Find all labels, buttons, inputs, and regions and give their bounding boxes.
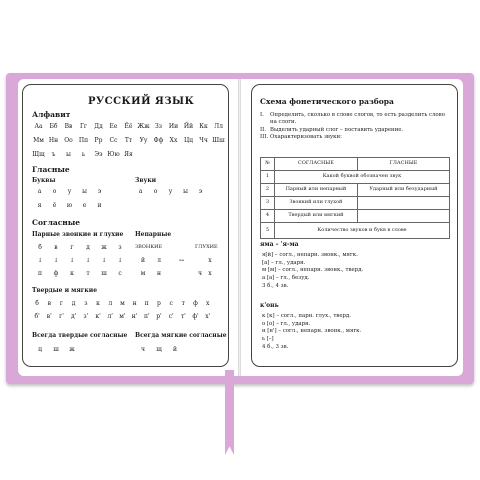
table-cell: Парный или непарный (275, 184, 358, 197)
letter: Жж (137, 123, 150, 130)
table-cell (357, 210, 449, 223)
consonant: ф' (192, 313, 199, 320)
table-header: ГЛАСНЫЕ (357, 158, 449, 171)
consonant: ч (198, 270, 202, 277)
consonant: з (118, 244, 122, 251)
example-analysis-1 (262, 252, 363, 290)
consonant: х (208, 270, 212, 277)
vowel-letter: ы (82, 188, 87, 195)
analysis-line: 3 б., 4 зв. (262, 282, 289, 289)
consonant: й (173, 346, 177, 353)
consonant: в' (46, 313, 52, 320)
letters-label: Буквы (32, 177, 56, 184)
letter: Гг (79, 123, 88, 130)
letter: Йй (183, 123, 194, 130)
unpaired-voiced-row-2 (135, 271, 167, 277)
vowels-heading: Гласные (32, 165, 70, 174)
step-item: III. Охарактеризовать звуки: (260, 133, 342, 140)
unpaired-label: Непарные (135, 231, 172, 238)
table-header: № (261, 158, 275, 171)
vowel-letter: а (37, 188, 42, 195)
table-cell: Звонкий или глухой (275, 197, 358, 210)
letter: Шш (212, 137, 225, 144)
table-cell (357, 197, 449, 210)
consonant: ц (38, 346, 42, 353)
unpaired-voiceless-row-1 (205, 258, 215, 264)
table-cell: Твердый или мягкий (275, 210, 358, 223)
step-item: II. Выделить ударный слог – поставить ударение. (260, 126, 404, 133)
always-soft-row (135, 347, 183, 353)
vowel-sound: а (138, 188, 143, 195)
consonant: к (70, 270, 74, 277)
consonant: т' (180, 313, 186, 320)
consonant: в (54, 244, 58, 251)
consonant: д' (70, 313, 77, 320)
down-arrow-icon: ↓ (117, 257, 123, 264)
vowel-letter: е (82, 202, 87, 209)
sound-characteristics-table (260, 157, 450, 239)
unpaired-voiceless-row-2 (195, 271, 215, 277)
table-cell: Количество звуков и букв в слове (275, 223, 450, 239)
consonant: з (84, 300, 88, 307)
consonant: з' (83, 313, 89, 320)
vowel-letter: э (97, 188, 102, 195)
letter: Хх (169, 137, 178, 144)
hard-soft-heading: Твердые и мягкие (32, 287, 98, 294)
table-cell: 2 (261, 184, 275, 197)
analysis-line: 4 б., 3 зв. (262, 343, 289, 350)
consonant: ж (69, 346, 75, 353)
table-cell: 3 (261, 197, 275, 210)
vowel-letters-row-1 (32, 189, 107, 195)
letter: Щщ (32, 151, 45, 158)
alphabet-row-3 (31, 152, 136, 158)
consonant: п (38, 270, 42, 277)
consonant: д (71, 300, 76, 307)
letter: Тт (124, 137, 133, 144)
analysis-line: н [н'] – согл., непарн. звонк., мягк. (262, 328, 362, 335)
consonant: п (144, 300, 149, 307)
consonant: д (86, 244, 90, 251)
vowel-sound: э (198, 188, 203, 195)
letter: Бб (49, 123, 58, 130)
consonant: б (38, 244, 42, 251)
hard-consonants-row (31, 301, 214, 307)
table-row (261, 197, 450, 210)
example-word-1: яма – 'я-ма (260, 241, 299, 248)
analysis-line: ь [–] (262, 336, 274, 343)
steps-list (260, 112, 445, 141)
consonant: ш (101, 270, 107, 277)
vowel-sounds-row (133, 189, 208, 195)
letter: Фф (153, 137, 164, 144)
consonant: м (120, 300, 125, 307)
alphabet-heading: Алфавит (32, 110, 71, 119)
soft-consonants-row (31, 314, 214, 320)
consonant: г (59, 300, 64, 307)
table-row (261, 171, 450, 184)
down-arrow-icon: ↓ (53, 257, 59, 264)
consonant: л (108, 300, 113, 307)
vowel-letters-row-2 (32, 203, 107, 209)
vowel-letter: о (52, 188, 57, 195)
letter: ы (66, 151, 71, 158)
letter: Пп (78, 137, 89, 144)
consonant: р' (156, 313, 162, 320)
example-word-2: к'онь (260, 302, 279, 309)
consonant: л' (107, 313, 113, 320)
vowel-letter: я (37, 202, 42, 209)
table-cell: Ударный или безударный (357, 184, 449, 197)
consonant: н (132, 300, 137, 307)
consonant: н (157, 270, 161, 277)
letter: Яя (124, 151, 133, 158)
consonant: ч (141, 346, 145, 353)
consonant: ф (193, 300, 198, 307)
step-item: I. Определить, сколько в слове слогов, то есть разделить слово (260, 112, 445, 118)
voiced-row (32, 245, 128, 251)
consonant: м' (119, 313, 126, 320)
alphabet-row-1 (31, 124, 226, 130)
consonant: к' (95, 313, 101, 320)
consonant: б' (34, 313, 40, 320)
letter: Кк (199, 123, 208, 130)
letter: ъ (51, 151, 56, 158)
consonant: к (96, 300, 100, 307)
step-item: на слоги. (270, 119, 297, 126)
always-hard-row (32, 347, 80, 353)
voiced-label: ЗВОНКИЕ (135, 244, 163, 250)
pair-arrow-icon: ↔ (179, 257, 185, 264)
letter: Уу (139, 137, 148, 144)
letter: Чч (199, 137, 208, 144)
table-row (261, 223, 450, 239)
table-cell: Какой буквой обозначен звук (275, 171, 450, 184)
down-arrow-icon: ↓ (69, 257, 75, 264)
letter: Сс (109, 137, 118, 144)
table-header-row (261, 158, 450, 171)
consonant: п' (143, 313, 150, 320)
alphabet-row-2 (31, 138, 226, 144)
consonant: ш (53, 346, 59, 353)
down-arrow-icon: ↓ (37, 257, 43, 264)
table-row (261, 210, 450, 223)
letter: Оо (64, 137, 73, 144)
sounds-label: Звуки (135, 177, 157, 184)
table-cell: 4 (261, 210, 275, 223)
letter: Мм (33, 137, 44, 144)
analysis-line: м [м] – согл., непарн. звонк., тверд. (262, 267, 364, 274)
consonant: т (86, 270, 90, 277)
bookmark-ribbon[interactable] (225, 370, 234, 455)
always-hard-label: Всегда твердые согласные (32, 332, 128, 339)
consonant: х' (205, 313, 211, 320)
consonant: с (118, 270, 122, 277)
page-title: РУССКИЙ ЯЗЫК (88, 96, 195, 107)
table-cell: 1 (261, 171, 275, 184)
analysis-line: я[й] – согл., непарн. звонк., мягк. (262, 252, 358, 258)
consonant: ф (53, 270, 59, 277)
vowel-sound: ы (183, 188, 188, 195)
consonant: н' (131, 313, 138, 320)
consonant: й (141, 257, 145, 264)
analysis-line: а [а] – гл., безуд. (262, 275, 310, 282)
analysis-line: [а] – гл., ударн. (262, 259, 306, 266)
down-arrow-icon: ↓ (101, 257, 107, 264)
consonant: щ (156, 346, 162, 353)
vowel-letter: у (67, 188, 72, 195)
letter: Нн (48, 137, 59, 144)
consonant: х (206, 300, 210, 307)
voiceless-label: ГЛУХИЕ (195, 244, 218, 250)
consonants-heading: Согласные (32, 218, 81, 227)
vowel-letter: ю (66, 202, 73, 209)
analysis-line: к [к] – согл., парн. глух., тверд. (262, 313, 352, 319)
notebook-spine (238, 79, 241, 376)
voiceless-row (32, 271, 128, 277)
paired-label: Парные звонкие и глухие (32, 231, 124, 238)
letter: Зз (154, 123, 162, 130)
consonant: г' (59, 313, 64, 320)
consonant: б (35, 300, 39, 307)
letter: Рр (94, 137, 103, 144)
down-arrow-icon: ↓ (85, 257, 91, 264)
consonant: ж (101, 244, 107, 251)
consonant: х (208, 257, 212, 264)
letter: Цц (183, 137, 194, 144)
consonant: т (181, 300, 185, 307)
letter: Аа (34, 123, 43, 130)
table-cell: 5 (261, 223, 275, 239)
letter: Ээ (94, 151, 103, 158)
phonetic-scheme-title: Схема фонетического разбора (260, 97, 394, 106)
consonant: в (47, 300, 51, 307)
letter: Ее (109, 123, 118, 130)
table-header: СОГЛАСНЫЕ (275, 158, 358, 171)
unpaired-voiced-row-1 (135, 258, 167, 264)
vowel-sound: у (168, 188, 173, 195)
letter: Лл (214, 123, 223, 130)
letter: Юю (107, 151, 120, 158)
consonant: с (169, 300, 173, 307)
letter: Вв (64, 123, 73, 130)
table-row (261, 184, 450, 197)
example-analysis-2 (262, 313, 361, 351)
vowel-letter: ё (52, 202, 57, 209)
consonant: м (140, 270, 146, 277)
consonant: л (157, 257, 161, 264)
analysis-line: о [о] – гл., ударн. (262, 320, 311, 327)
arrows-row (32, 258, 128, 264)
letter: ь (81, 151, 86, 158)
letter: Дд (94, 123, 103, 130)
always-soft-label: Всегда мягкие согласные (135, 332, 227, 339)
letter: Ёё (124, 123, 133, 130)
consonant: г (70, 244, 74, 251)
letter: Ии (168, 123, 179, 130)
consonant: р (157, 300, 161, 307)
vowel-letter: и (97, 202, 102, 209)
vowel-sound: о (153, 188, 158, 195)
consonant: с' (168, 313, 174, 320)
